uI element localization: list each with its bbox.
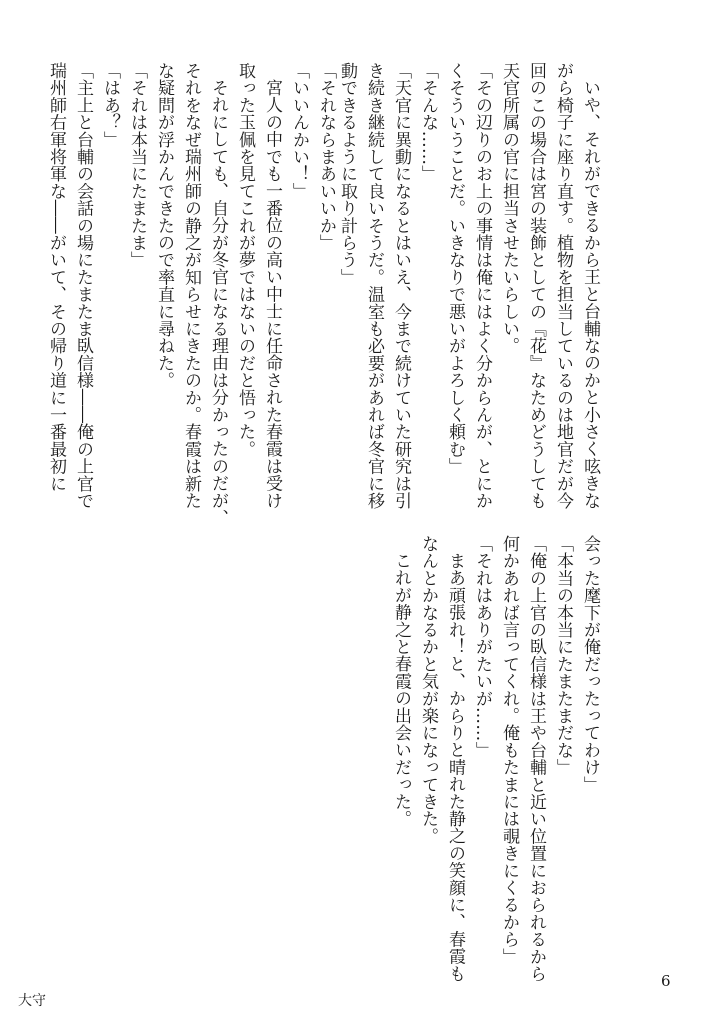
text-line: 「いいんかい！」	[289, 62, 309, 200]
text-block-lower-right	[388, 535, 602, 982]
text-line: 会った麾下が俺だったってわけ」	[580, 535, 600, 793]
text-line: 動できるように取り計らう」	[337, 62, 357, 286]
text-line: 「本当の本当にたまたまだな」	[553, 535, 573, 776]
text-line: 何かあれば言ってくれ。俺もたまには覗きにくるから」	[499, 535, 519, 965]
text-line: な疑問が浮かんできたので率直に尋ねた。	[154, 62, 174, 389]
text-line: 「俺の上官の臥信様は王や台輔と近い位置におられるから	[526, 535, 546, 983]
text-line: それをなぜ瑞州師の静之が知らせにきたのか。春霞は新た	[181, 62, 201, 510]
text-line: き続き継続して良いそうだ。温室も必要があれば冬官に移	[364, 62, 384, 510]
text-line: くそういうことだ。いきなりで悪いがよろしく頼む」	[445, 62, 465, 475]
text-line: 「その辺りのお上の事情は俺にはよく分からんが、とにか	[472, 62, 492, 510]
text-line: 取った玉佩を見てこれが夢ではないのだと悟った。	[235, 62, 255, 458]
text-line: 「天官に異動になるとはいえ、今まで続けていた研究は引	[391, 62, 411, 510]
text-block-lower-left	[43, 62, 338, 526]
text-line: 「それはありがたいが……」	[472, 535, 492, 759]
text-line: それにしても、自分が冬官になる理由は分かったのだが、	[208, 79, 228, 527]
text-line: 「はあ？」	[100, 62, 120, 148]
text-line: 宮人の中でも一番位の高い中士に任命された春霞は受け	[262, 79, 282, 509]
text-line: 「それは本当にたまたま」	[127, 62, 147, 269]
text-line: 回のこの場合は宮の装飾としての『花』なためどうしても	[526, 62, 546, 510]
text-block-upper	[334, 62, 602, 509]
text-line: いや、それができるから王と台輔なのかと小さく呟きな	[580, 79, 600, 509]
text-line: 「それならまあいいか」	[316, 62, 336, 252]
text-line: 瑞州師右軍将軍な――がいて、その帰り道に一番最初に	[46, 62, 66, 492]
author-label: 大守	[18, 993, 46, 1009]
text-line: これが静之と春霞の出会いだった。	[391, 552, 411, 828]
text-line: 「そんな……」	[418, 62, 438, 183]
page-number: 6	[661, 972, 671, 990]
text-line: なんとかなるかと気が楽になってきた。	[418, 535, 438, 845]
text-line: まあ頑張れ！と、からりと晴れた静之の笑顔に、春霞も	[445, 552, 465, 982]
text-line: がら椅子に座り直す。植物を担当しているのは地官だが今	[553, 62, 573, 510]
text-line: 天官所属の官に担当させたいらしい。	[499, 62, 519, 355]
text-line: 「主上と台輔の会話の場にたまたま臥信様――俺の上官で	[73, 62, 93, 510]
